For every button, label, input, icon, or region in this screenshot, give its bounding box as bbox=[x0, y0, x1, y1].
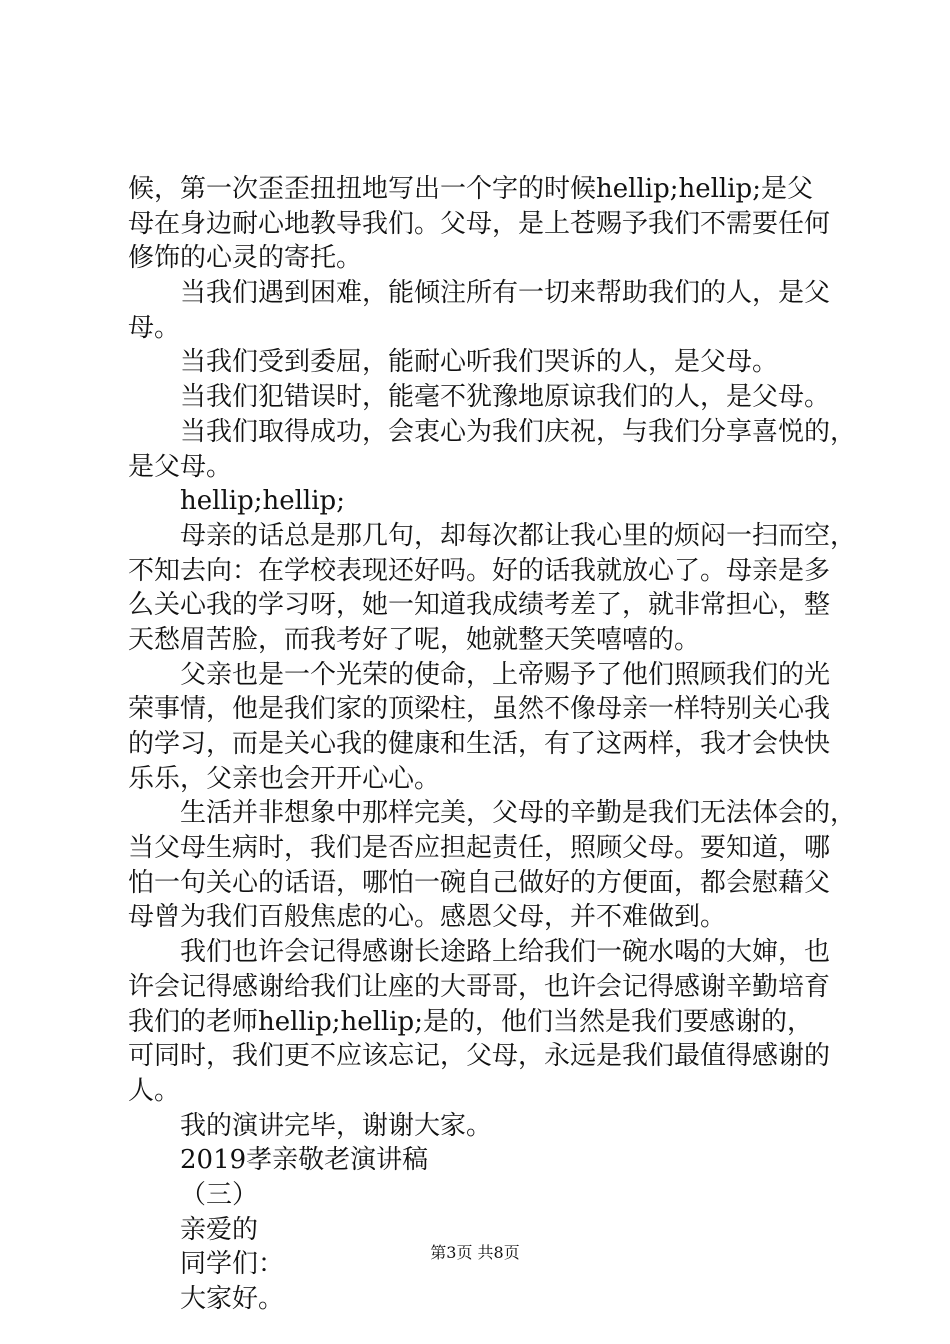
text-line: 当父母生病时，我们是否应担起责任，照顾父母。要知道，哪 bbox=[128, 833, 831, 864]
text-line: 么关心我的学习呀，她一知道我成绩考差了，就非常担心，整 bbox=[128, 590, 831, 621]
text-line: 父亲也是一个光荣的使命，上帝赐予了他们照顾我们的光 bbox=[180, 659, 831, 690]
text-line: 当我们遇到困难，能倾注所有一切来帮助我们的人，是父 bbox=[180, 278, 831, 309]
greeting-line: 大家好。 bbox=[180, 1284, 285, 1314]
text-line: 当我们取得成功，会衷心为我们庆祝，与我们分享喜悦的， bbox=[180, 416, 857, 447]
text-line: 乐乐，父亲也会开开心心。 bbox=[128, 763, 441, 794]
text-line: 我们也许会记得感谢长途路上给我们一碗水喝的大婶，也 bbox=[180, 937, 831, 968]
body-text bbox=[128, 172, 857, 1317]
closing-line: 我的演讲完毕，谢谢大家。 bbox=[180, 1110, 493, 1141]
text-line: 的学习，而是关心我的健康和生活，有了这两样，我才会快快 bbox=[128, 729, 831, 759]
text-line: 可同时，我们更不应该忘记，父母，永远是我们最值得感谢的 bbox=[128, 1041, 831, 1072]
text-line: 人。 bbox=[128, 1075, 181, 1106]
text-line: 生活并非想象中那样完美，父母的辛勤是我们无法体会的， bbox=[180, 798, 857, 829]
text-line: 母在身边耐心地教导我们。父母，是上苍赐予我们不需要任何 bbox=[128, 208, 831, 239]
text-line: 荣事情，他是我们家的顶梁柱，虽然不像母亲一样特别关心我 bbox=[128, 694, 831, 725]
text-line: 我们的老师hellip;hellip;是的，他们当然是我们要感谢的， bbox=[128, 1006, 813, 1037]
text-line: 是父母。 bbox=[128, 451, 233, 482]
text-line: 当我们犯错误时，能毫不犹豫地原谅我们的人，是父母。 bbox=[180, 382, 831, 413]
text-line: hellip;hellip; bbox=[180, 486, 345, 517]
text-line: 母。 bbox=[128, 312, 181, 343]
text-line: 许会记得感谢给我们让座的大哥哥，也许会记得感谢辛勤培育 bbox=[128, 971, 831, 1002]
page-number-footer: 第3页 共8页 bbox=[430, 1243, 520, 1262]
text-line: 母亲的话总是那几句，却每次都让我心里的烦闷一扫而空， bbox=[180, 520, 857, 551]
text-line: 母曾为我们百般焦虑的心。感恩父母，并不难做到。 bbox=[128, 902, 727, 933]
section-number: （三） bbox=[180, 1179, 259, 1210]
text-line: 怕一句关心的话语，哪怕一碗自己做好的方便面，都会慰藉父 bbox=[128, 867, 831, 898]
salutation-line: 同学们： bbox=[180, 1249, 285, 1280]
text-line: 不知去向：在学校表现还好吗。好的话我就放心了。母亲是多 bbox=[128, 555, 831, 586]
text-line: 候，第一次歪歪扭扭地写出一个字的时候hellip;hellip;是父 bbox=[128, 174, 813, 204]
text-line: 当我们受到委屈，能耐心听我们哭诉的人，是父母。 bbox=[180, 347, 779, 378]
section-title: 2019孝亲敬老演讲稿 bbox=[180, 1145, 429, 1176]
text-line: 修饰的心灵的寄托。 bbox=[128, 243, 363, 274]
text-line: 天愁眉苦脸，而我考好了呢，她就整天笑嘻嘻的。 bbox=[128, 624, 701, 655]
salutation-line: 亲爱的 bbox=[180, 1214, 259, 1245]
